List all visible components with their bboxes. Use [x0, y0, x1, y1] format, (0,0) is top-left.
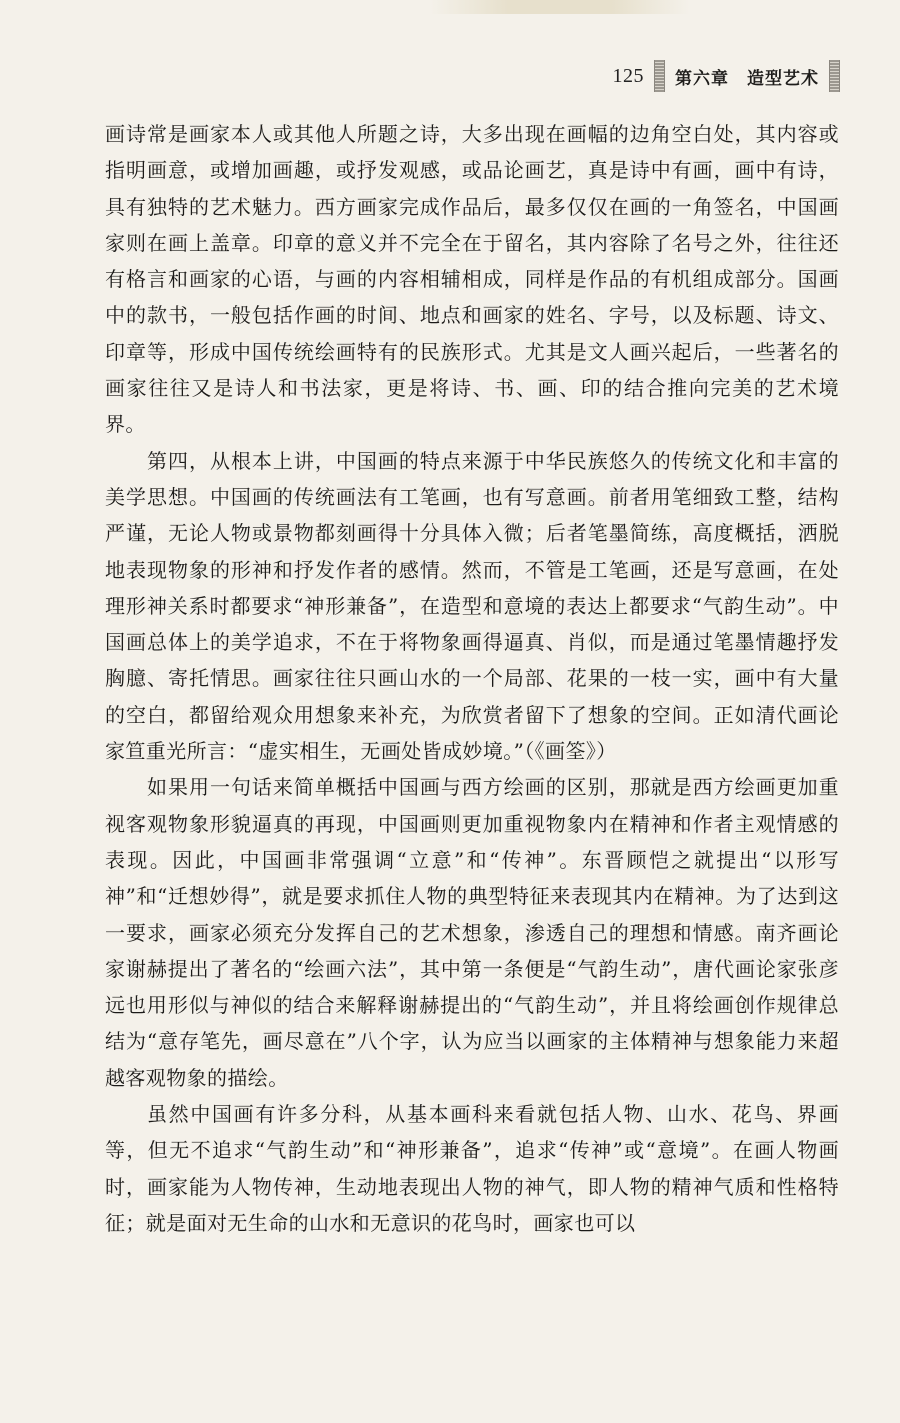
header-divider-bar-right: [829, 60, 840, 92]
running-header: [613, 58, 841, 94]
page-edge-discoloration: [430, 0, 690, 14]
body-text: [105, 116, 839, 1241]
paragraph-point-four: 第四，从根本上讲，中国画的特点来源于中华民族悠久的传统文化和丰富的美学思想。中国画的传统画法有工笔画，也有写意画。前者用笔细致工整，结构严谨，无论人物或景物都刻画得十分具体入微；后者笔墨简练，高度概括，洒脱地表现物象的形神和抒发作者的感情。然而，不管是工笔画，还是写意画，在处理形神关系时都要求“神形兼备”，在造型和意境的表达上都要求“气韵生动”。中国画总体上的美学追求，不在于将物象画得逼真、肖似，而是通过笔墨情趣抒发胸臆、寄托情思。画家往往只画山水的一个局部、花果的一枝一实，画中有大量的空白，都留给观众用想象来补充，为欣赏者留下了想象的空间。正如清代画论家笪重光所言：“虚实相生，无画处皆成妙境。”（《画筌》）: [105, 448, 839, 764]
paragraph-genres: 虽然中国画有许多分科，从基本画科来看就包括人物、山水、花鸟、界画等，但无不追求“气韵生动”和“神形兼备”，追求“传神”或“意境”。在画人物画时，画家能为人物传神，生动地表现出人物的神气，即人物的精神气质和性格特征；就是面对无生命的山水和无意识的花鸟时，画家也可以: [105, 1102, 839, 1235]
page-number: 125: [612, 64, 644, 87]
chapter-title: 第六章 造型艺术: [675, 68, 819, 89]
paragraph-continued: 画诗常是画家本人或其他人所题之诗，大多出现在画幅的边角空白处，其内容或指明画意，或增加画趣，或抒发观感，或品论画艺，真是诗中有画，画中有诗，具有独特的艺术魅力。西方画家完成作品后，最多仅仅在画的一角签名，中国画家则在画上盖章。印章的意义并不完全在于留名，其内容除了名号之外，往往还有格言和画家的心语，与画的内容相辅相成，同样是作品的有机组成部分。国画中的款书，一般包括作画的时间、地点和画家的姓名、字号，以及标题、诗文、印章等，形成中国传统绘画特有的民族形式。尤其是文人画兴起后，一些著名的画家往往又是诗人和书法家，更是将诗、书、画、印的结合推向完美的艺术境界。: [105, 122, 839, 437]
header-divider-bar: [654, 60, 665, 92]
paragraph-comparison: 如果用一句话来简单概括中国画与西方绘画的区别，那就是西方绘画更加重视客观物象形貌逼真的再现，中国画则更加重视物象内在精神和作者主观情感的表现。因此，中国画非常强调“立意”和“传神”。东晋顾恺之就提出“以形写神”和“迁想妙得”，就是要求抓住人物的典型特征来表现其内在精神。为了达到这一要求，画家必须充分发挥自己的艺术想象，渗透自己的理想和情感。南齐画论家谢赫提出了著名的“绘画六法”，其中第一条便是“气韵生动”，唐代画论家张彦远也用形似与神似的结合来解释谢赫提出的“气韵生动”，并且将绘画创作规律总结为“意存笔先，画尽意在”八个字，认为应当以画家的主体精神与想象能力来超越客观物象的描绘。: [105, 775, 839, 1090]
